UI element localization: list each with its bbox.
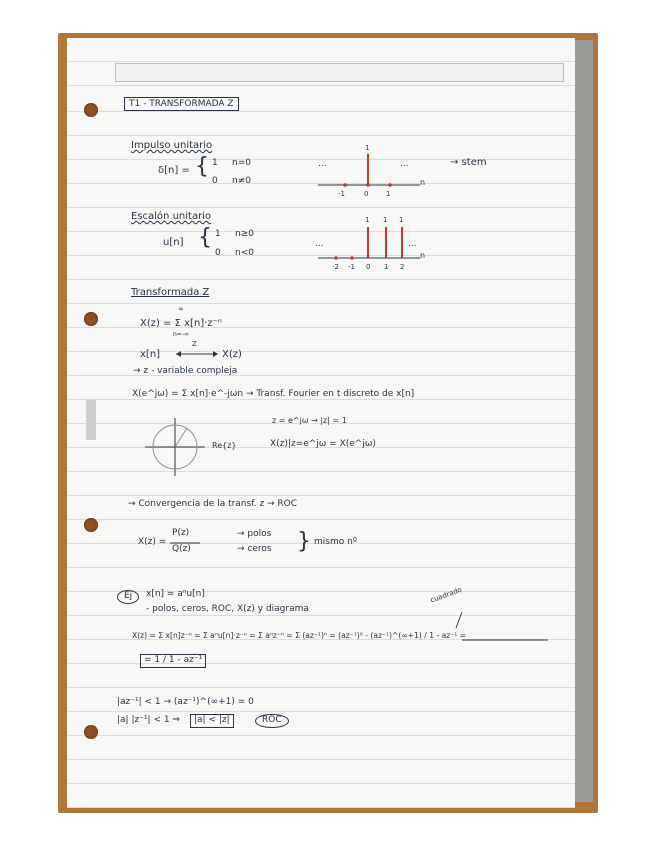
ztransform-def-eq: X(z) = Σ x[n]·z⁻ⁿ: [140, 318, 222, 329]
impulse-dots-left: ...: [318, 159, 327, 169]
impulse-case1-cond: n=0: [232, 158, 251, 168]
step-height-label: 1: [383, 216, 388, 224]
impulse-dots-right: ...: [400, 159, 409, 169]
ztransform-heading: Transformada Z: [131, 287, 210, 298]
step-case2-cond: n<0: [235, 248, 254, 258]
example-signal: x[n] = aⁿu[n]: [146, 589, 205, 599]
unit-circle-sub: z = e^jω → |z| = 1: [272, 416, 347, 425]
pair-right: X(z): [222, 349, 242, 360]
poles-label: → polos: [237, 529, 272, 539]
brace: {: [198, 225, 212, 250]
frac-num: P(z): [172, 528, 190, 538]
step-def-label: u[n]: [163, 237, 184, 248]
impulse-case1-val: 1: [212, 158, 218, 168]
step-case1-val: 1: [215, 229, 221, 239]
impulse-tick-n: n: [420, 178, 426, 187]
step-tick-0: 0: [366, 263, 371, 271]
example-task: - polos, ceros, ROC, X(z) y diagrama: [146, 604, 309, 614]
pair-arrow-tail: [176, 351, 181, 357]
sum-top: ∞: [178, 305, 184, 313]
sum-bottom: n=-∞: [173, 331, 189, 338]
impulse-case2-val: 0: [212, 176, 218, 186]
step-height-label: 1: [399, 216, 404, 224]
example-result: = 1 / 1 - az⁻¹: [140, 654, 206, 668]
impulse-def-label: δ[n] =: [158, 165, 190, 176]
step-case2-val: 0: [215, 248, 221, 258]
step-sample-dot: [334, 256, 338, 260]
example-tag: Ej: [117, 590, 139, 604]
dtft-eq: X(e^jω) = Σ x[n]·e^-jωn → Transf. Fourier en t discreto de x[n]: [132, 389, 415, 399]
impulse-sample-dot: [366, 183, 370, 187]
impulse-sample-dot: [343, 183, 347, 187]
roc-label: ROC: [255, 714, 289, 728]
step-dots-right: ...: [408, 239, 417, 249]
impulse-sample-dot: [388, 183, 392, 187]
page-title: T1 - TRANSFORMADA Z: [124, 97, 239, 111]
impulse-tick-0: 0: [364, 190, 369, 198]
impulse-tick-1: 1: [386, 190, 391, 198]
brace: {: [195, 154, 209, 179]
step-tick-m2: -2: [332, 263, 339, 271]
impulse-tick-m1: -1: [338, 190, 345, 198]
zeros-label: → ceros: [237, 544, 272, 554]
pair-arrow-label: Z: [192, 340, 197, 348]
step-heading: Escalón unitario: [131, 211, 212, 222]
annotation-arrow: [456, 612, 462, 628]
cond-2-left: |a| |z⁻¹| < 1 ⇒: [117, 715, 180, 725]
conv-lhs: X(z) =: [138, 537, 167, 547]
impulse-heading: Impulso unitario: [131, 140, 213, 151]
cond-1: |az⁻¹| < 1 → (az⁻¹)^(∞+1) = 0: [117, 697, 254, 707]
impulse-stem-note: → stem: [450, 157, 487, 168]
frac-den: Q(z): [172, 544, 191, 554]
step-height-label: 1: [365, 216, 370, 224]
step-tick-2: 2: [400, 263, 405, 271]
example-annotation: cuadrado: [429, 585, 464, 605]
brace: }: [297, 529, 311, 554]
step-tick-1: 1: [384, 263, 389, 271]
note-complex: → z - variable compleja: [133, 366, 238, 376]
circle-label: Re{z}: [212, 441, 237, 450]
step-tick-m1: -1: [348, 263, 355, 271]
same-n-label: mismo nº: [314, 537, 358, 547]
step-dots-left: ...: [315, 239, 324, 249]
cond-2-box: |a| < |z|: [190, 714, 234, 728]
step-sample-dot: [350, 256, 354, 260]
step-case1-cond: n≥0: [235, 229, 254, 239]
example-chain-eq: X(z) = Σ x[n]z⁻ⁿ = Σ aⁿu[n]·z⁻ⁿ = Σ aⁿz⁻ⁿ = Σ (az⁻¹)ⁿ = (az⁻¹)⁰ - (az⁻¹)^(∞+1) / 1 - az⁻¹ =: [132, 631, 467, 640]
pair-arrow-head: [213, 351, 218, 357]
eval-eq: X(z)|z=e^jω = X(e^jω): [270, 439, 376, 449]
impulse-case2-cond: n≠0: [232, 176, 251, 186]
step-tick-n: n: [420, 251, 426, 260]
circle-radius: [175, 428, 187, 447]
pair-left: x[n]: [140, 349, 161, 360]
impulse-height-label: 1: [365, 144, 370, 152]
convergence-heading: → Convergencia de la transf. z → ROC: [128, 499, 298, 509]
